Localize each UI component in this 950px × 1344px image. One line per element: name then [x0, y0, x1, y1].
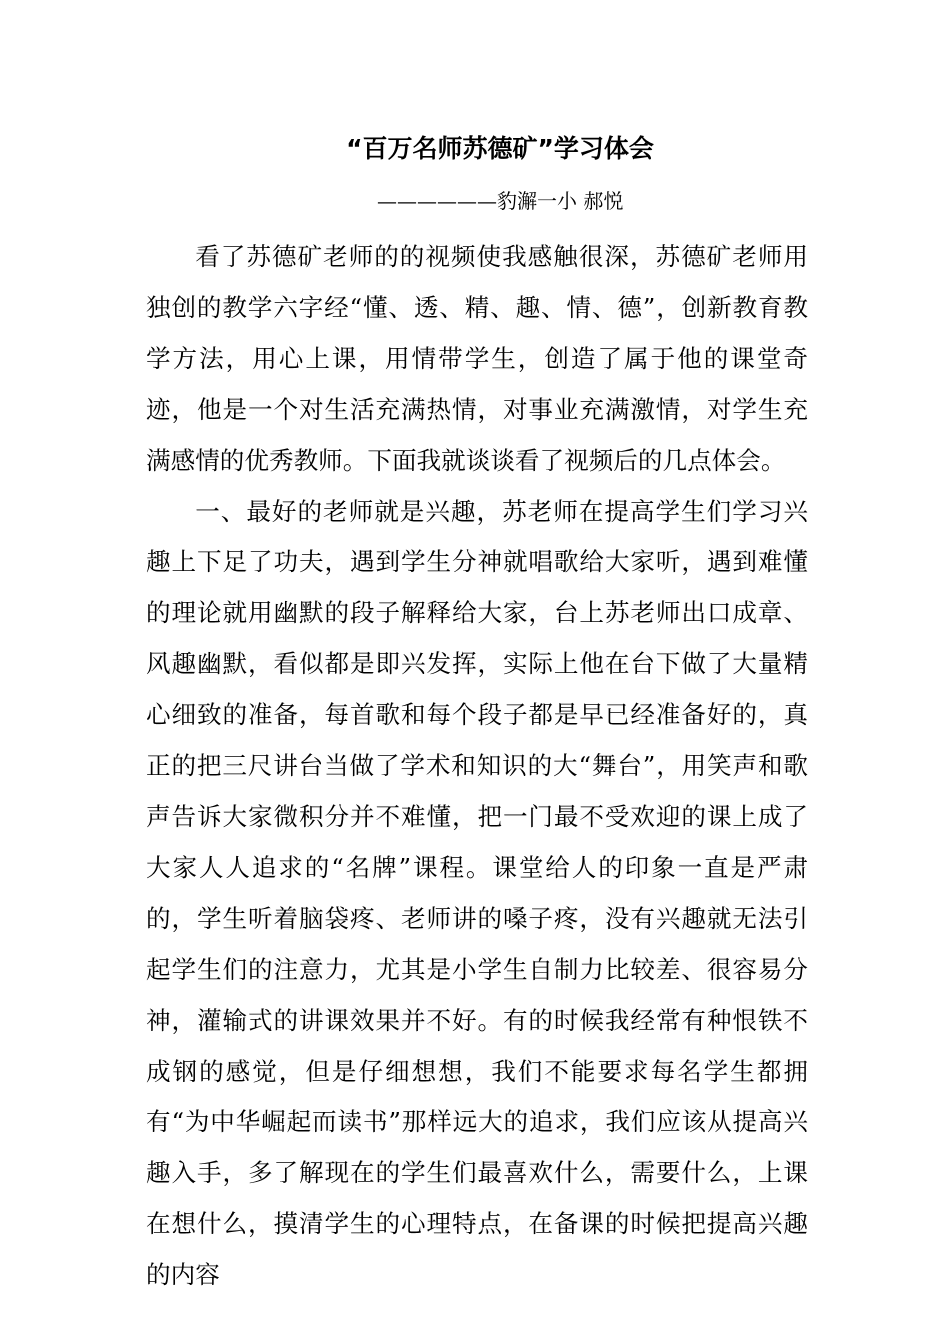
paragraph-point-one: 一、最好的老师就是兴趣，苏老师在提高学生们学习兴趣上下足了功夫，遇到学生分神就唱歌给大家听，遇到难懂的理论就用幽默的段子解释给大家，台上苏老师出口成章、风趣幽默，看似都是即兴发挥，实际上他在台下做了大量精心细致的准备，每首歌和每个段子都是早已经准备好的，真正的把三尺讲台当做了学术和知识的大“舞台”，用笑声和歌声告诉大家微积分并不难懂，把一门最不受欢迎的课上成了大家人人追求的“名牌”课程。课堂给人的印象一直是严肃的，学生听着脑袋疼、老师讲的嗓子疼，没有兴趣就无法引起学生们的注意力，尤其是小学生自制力比较差、很容易分神，灌输式的讲课效果并不好。有的时候我经常有种恨铁不成钢的感觉，但是仔细想想，我们不能要求每名学生都拥有“为中华崛起而读书”那样远大的追求，我们应该从提高兴趣入手，多了解现在的学生们最喜欢什么，需要什么，上课在想什么，摸清学生的心理特点，在备课的时候把提高兴趣的内容 [146, 496, 808, 1290]
paragraph-intro: 看了苏德矿老师的的视频使我感触很深，苏德矿老师用独创的教学六字经“懂、透、精、趣、情、德”，创新教育教学方法，用心上课，用情带学生，创造了属于他的课堂奇迹，他是一个对生活充满热情，对事业充满激情，对学生充满感情的优秀教师。下面我就谈谈看了视频后的几点体会。 [146, 242, 808, 475]
document-title: “百万名师苏德矿”学习体会 [346, 134, 654, 163]
document-body [146, 232, 808, 1301]
author-byline: ——————豹澥一小 郝悦 [377, 189, 624, 213]
